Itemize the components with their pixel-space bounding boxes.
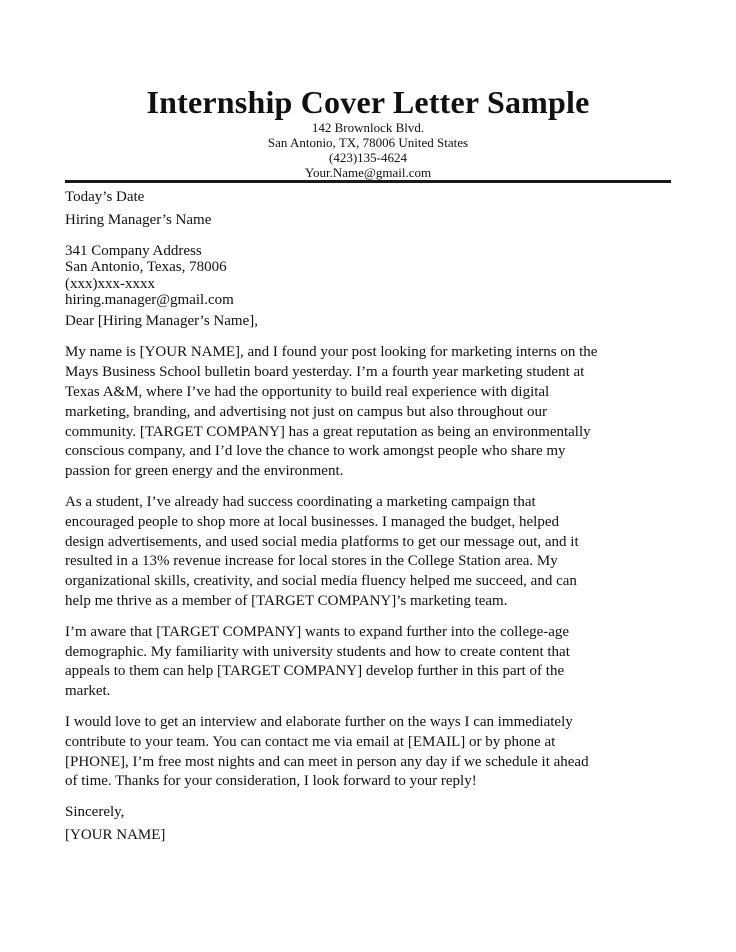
paragraph-line: I’m aware that [TARGET COMPANY] wants to expand further into the college-age xyxy=(65,623,570,640)
sender-address-line1: 142 Brownlock Blvd. xyxy=(311,120,425,135)
paragraph-line: market. xyxy=(65,683,111,700)
body-paragraph-4 xyxy=(65,713,671,792)
recipient-address-line1: 341 Company Address xyxy=(65,242,202,259)
sign-off: Sincerely, xyxy=(65,804,125,821)
signature-name: [YOUR NAME] xyxy=(65,826,166,843)
recipient-phone: (xxx)xxx-xxxx xyxy=(65,275,155,292)
paragraph-line: encouraged people to shop more at local businesses. I managed the budget, helped xyxy=(65,513,560,530)
paragraph-line: marketing, branding, and advertising not just on campus but also throughout our xyxy=(65,403,548,420)
body-paragraph-3 xyxy=(65,623,671,702)
paragraph-line: organizational skills, creativity, and social media fluency helped me succeed, and can xyxy=(65,573,577,590)
recipient-email: hiring.manager@gmail.com xyxy=(65,292,234,309)
document-title: Internship Cover Letter Sample xyxy=(146,84,590,120)
body-paragraph-2 xyxy=(65,493,671,612)
recipient-address-line2: San Antonio, Texas, 78006 xyxy=(65,259,227,276)
paragraph-line: As a student, I’ve already had success coordinating a marketing campaign that xyxy=(65,493,536,510)
paragraph-line: contribute to your team. You can contact me via email at [EMAIL] or by phone at xyxy=(65,733,556,750)
body-paragraph-1 xyxy=(65,343,671,482)
paragraph-line: conscious company, and I’d love the chance to work amongst people who share my xyxy=(65,443,566,460)
paragraph-line: Mays Business School bulletin board yesterday. I’m a fourth year marketing student at xyxy=(65,364,585,381)
paragraph-line: My name is [YOUR NAME], and I found your post looking for marketing interns on the xyxy=(65,344,598,361)
sender-email: Your.Name@gmail.com xyxy=(304,165,432,180)
sender-phone: (423)135-4624 xyxy=(329,150,407,165)
recipient-name: Hiring Manager’s Name xyxy=(65,211,212,228)
paragraph-line: [PHONE], I’m free most nights and can meet in person any day if we schedule it ahead xyxy=(65,753,589,770)
salutation: Dear [Hiring Manager’s Name], xyxy=(65,312,258,329)
paragraph-line: resulted in a 13% revenue increase for local stores in the College Station area. My xyxy=(65,553,558,570)
sender-address-line2: San Antonio, TX, 78006 United States xyxy=(267,135,469,150)
recipient-address-block xyxy=(65,243,671,309)
paragraph-line: demographic. My familiarity with university students and how to create content that xyxy=(65,643,570,660)
letter-header xyxy=(0,84,736,180)
letter-body xyxy=(65,188,671,846)
paragraph-line: help me thrive as a member of [TARGET COMPANY]’s marketing team. xyxy=(65,592,508,609)
paragraph-line: of time. Thanks for your consideration, I look forward to your reply! xyxy=(65,773,477,790)
header-divider xyxy=(65,180,671,183)
paragraph-line: appeals to them can help [TARGET COMPANY] develop further in this part of the xyxy=(65,663,565,680)
letter-date: Today’s Date xyxy=(65,189,145,205)
paragraph-line: Texas A&M, where I’ve had the opportunity to build real experience with digital xyxy=(65,383,550,400)
paragraph-line: I would love to get an interview and elaborate further on the ways I can immediately xyxy=(65,713,573,730)
paragraph-line: passion for green energy and the environment. xyxy=(65,463,344,480)
paragraph-line: design advertisements, and used social media platforms to get our message out, and it xyxy=(65,533,579,550)
paragraph-line: community. [TARGET COMPANY] has a great reputation as being an environmentally xyxy=(65,423,591,440)
